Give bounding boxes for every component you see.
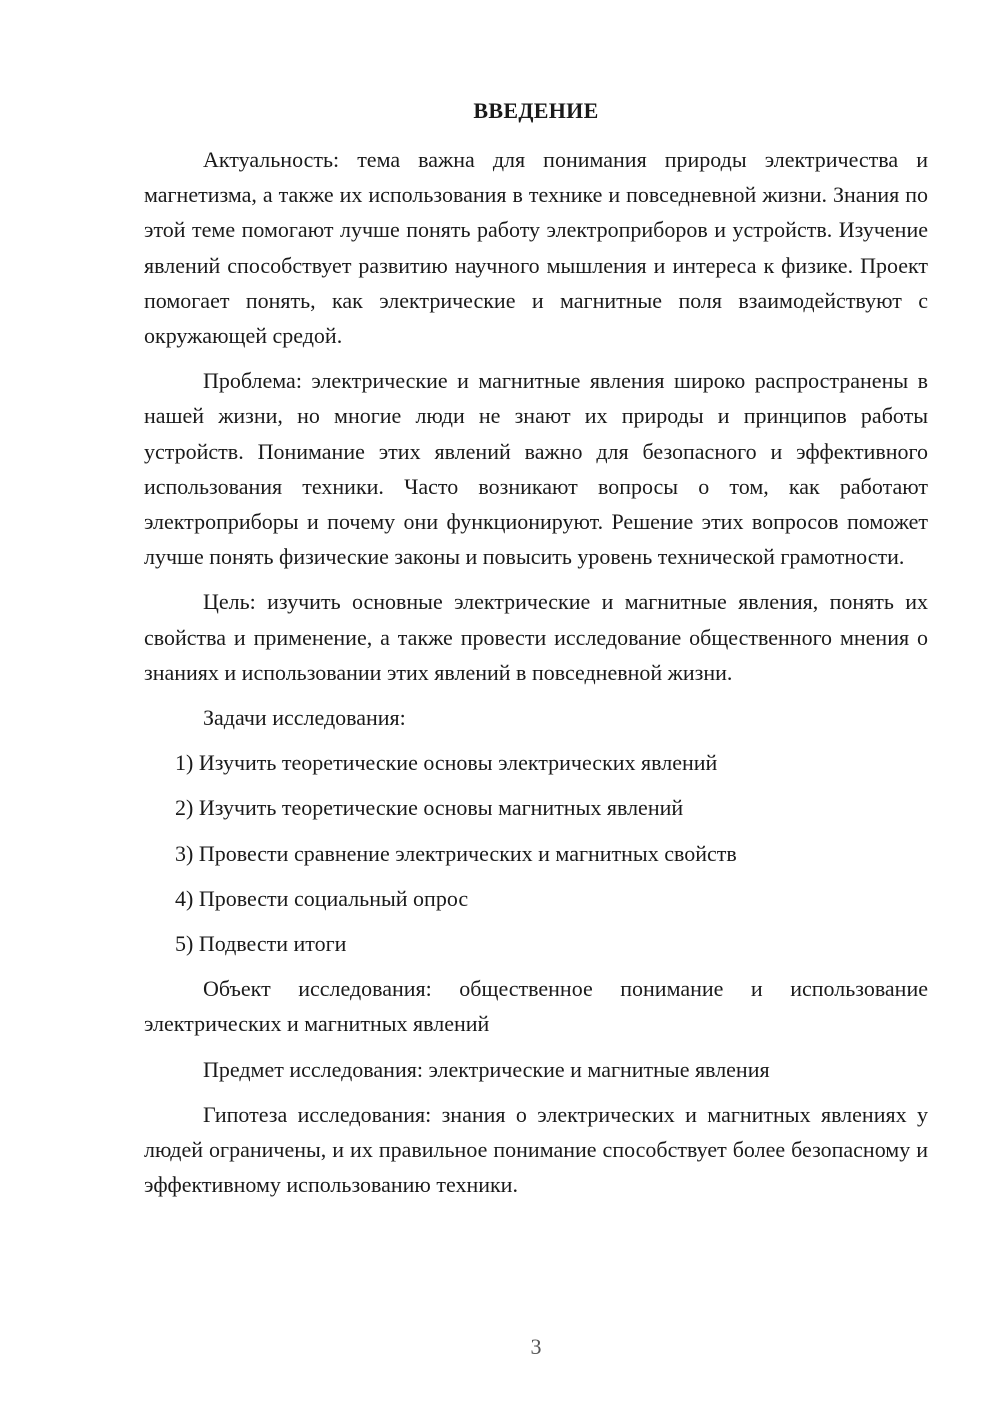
relevance-paragraph: Актуальность: тема важна для понимания природы электричества и магнетизма, а также их использования в технике и повседневной жизни. Знания по этой теме помогают лучше понять работу электроприборов и устройств. Изучение явлений способствует развитию научного мышления и интереса к физике. Проект помогает понять, как электрические и магнитные поля взаимодействуют с окружающей средой. — [144, 147, 928, 349]
task-item: 3) Провести сравнение электрических и магнитных свойств — [175, 840, 737, 866]
object-paragraph: Объект исследования: общественное понимание и использование электрических и магнитных явлений — [144, 976, 928, 1037]
goal-paragraph: Цель: изучить основные электрические и магнитные явления, понять их свойства и применение, а также провести исследование общественного мнения о знаниях и использовании этих явлений в повседневной жизни. — [144, 589, 928, 685]
hypothesis-paragraph: Гипотеза исследования: знания о электрических и магнитных явлениях у людей ограничены, и их правильное понимание способствует более безопасному и эффективному использованию техники. — [144, 1101, 928, 1198]
tasks-heading: Задачи исследования: — [203, 705, 406, 731]
page-title: ВВЕДЕНИЕ — [473, 98, 599, 123]
task-item: 5) Подвести итоги — [175, 931, 347, 957]
problem-paragraph: Проблема: электрические и магнитные явления широко распространены в нашей жизни, но многие люди не знают их природы и принципов работы устройств. Понимание этих явлений важно для безопасного и эффективного использования техники. Часто возникают вопросы о том, как работают электроприборы и почему они функционируют. Решение этих вопросов поможет лучше понять физические законы и повысить уровень технической грамотности. — [144, 368, 928, 570]
subject-paragraph: Предмет исследования: электрические и магнитные явления — [203, 1056, 770, 1082]
page-number: 3 — [530, 1334, 542, 1359]
task-item: 2) Изучить теоретические основы магнитных явлений — [175, 795, 684, 821]
document-body — [144, 142, 928, 1212]
task-item: 4) Провести социальный опрос — [175, 885, 469, 911]
task-item: 1) Изучить теоретические основы электрических явлений — [175, 750, 718, 776]
